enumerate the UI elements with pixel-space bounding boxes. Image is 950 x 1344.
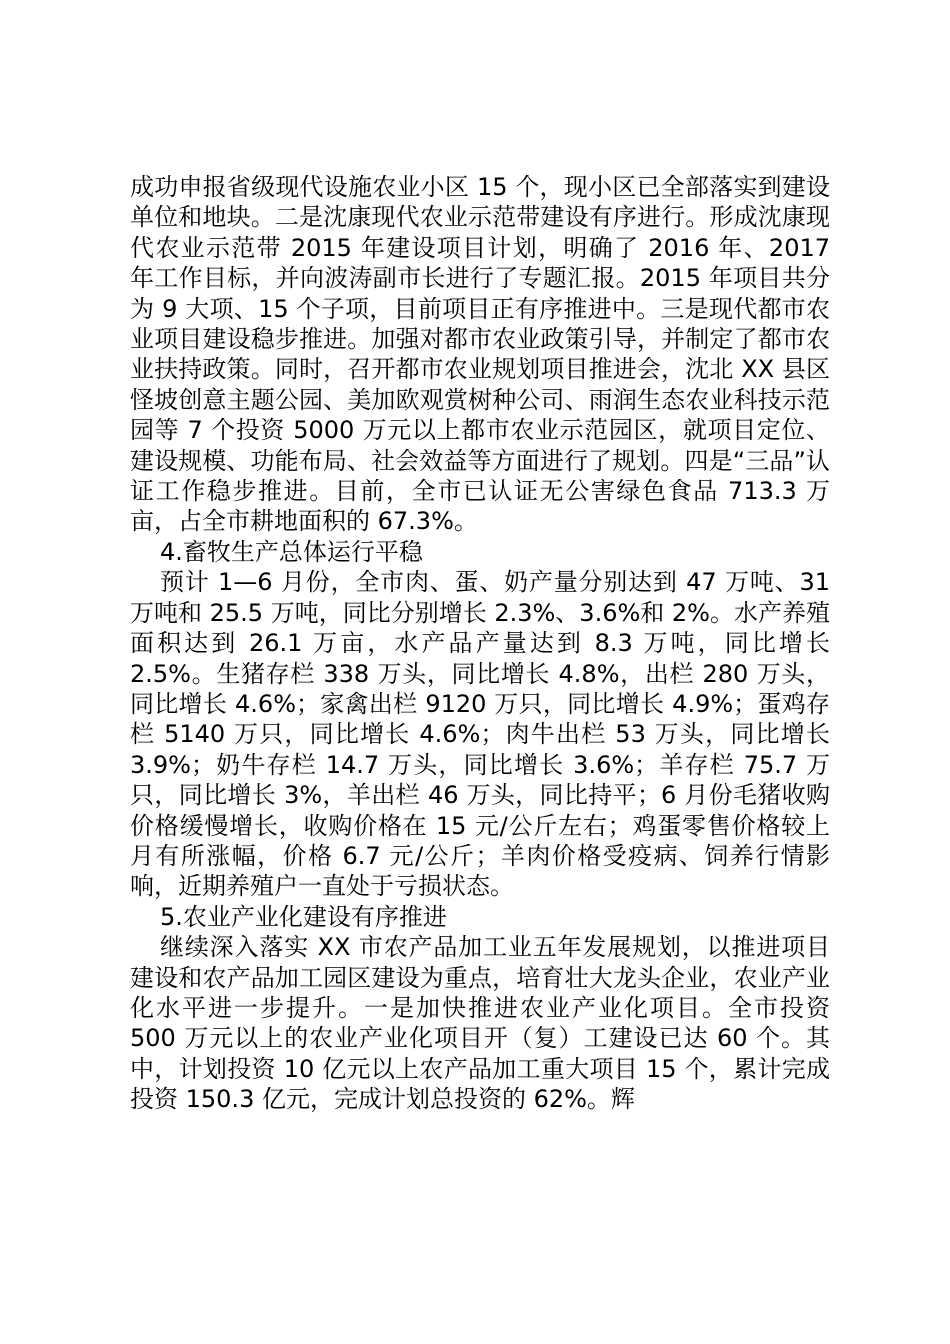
paragraph-livestock: 预计 1—6 月份，全市肉、蛋、奶产量分别达到 47 万吨、31 万吨和 25.5 万吨，同比分别增长 2.3%、3.6%和 2%。水产养殖面积达到 26.1 万亩，水产品产量达到 8.3 万吨，同比增长 2.5%。生猪存栏 338 万头，同比增长 4.8%，出栏 280 万头，同比增长 4.6%；家禽出栏 9120 万只，同比增长 4.9%；蛋鸡存栏 5140 万只，同比增长 4.6%；肉牛出栏 53 万头，同比增长 3.9%；奶牛存栏 14.7 万头，同比增长 3.6%；羊存栏 75.7 万只，同比增长 3%，羊出栏 46 万头，同比持平；6 月份毛猪收购价格缓慢增长，收购价格在 15 元/公斤左右；鸡蛋零售价格较上月有所涨幅，价格 6.7 元/公斤；羊肉价格受疫病、饲养行情影响，近期养殖户一直处于亏损状态。 — [130, 568, 830, 901]
document-body — [130, 172, 830, 1115]
section-heading-livestock: 4.畜牧生产总体运行平稳 — [160, 537, 423, 566]
section-heading-industrialization: 5.农业产业化建设有序推进 — [160, 902, 447, 931]
paragraph-industrialization: 继续深入落实 XX 市农产品加工业五年发展规划，以推进项目建设和农产品加工园区建设为重点，培育壮大龙头企业，农业产业化水平进一步提升。一是加快推进农业产业化项目。全市投资 500 万元以上的农业产业化项目开（复）工建设已达 60 个。其中，计划投资 10 亿元以上农产品加工重大项目 15 个，累计完成投资 150.3 亿元，完成计划总投资的 62%。辉 — [130, 933, 830, 1114]
paragraph-facility-agriculture: 成功申报省级现代设施农业小区 15 个，现小区已全部落实到建设单位和地块。二是沈康现代农业示范带建设有序进行。形成沈康现代农业示范带 2015 年建设项目计划，明确了 2016 年、2017 年工作目标，并向波涛副市长进行了专题汇报。2015 年项目共分为 9 大项、15 个子项，目前项目正有序推进中。三是现代都市农业项目建设稳步推进。加强对都市农业政策引导，并制定了都市农业扶持政策。同时，召开都市农业规划项目推进会，沈北 XX 县区怪坡创意主题公园、美加欧观赏树种公司、雨润生态农业科技示范园等 7 个投资 5000 万元以上都市农业示范园区，就项目定位、建设规模、功能布局、社会效益等方面进行了规划。四是“三品”认证工作稳步推进。目前，全市已认证无公害绿色食品 713.3 万亩，占全市耕地面积的 67.3%。 — [130, 173, 830, 536]
